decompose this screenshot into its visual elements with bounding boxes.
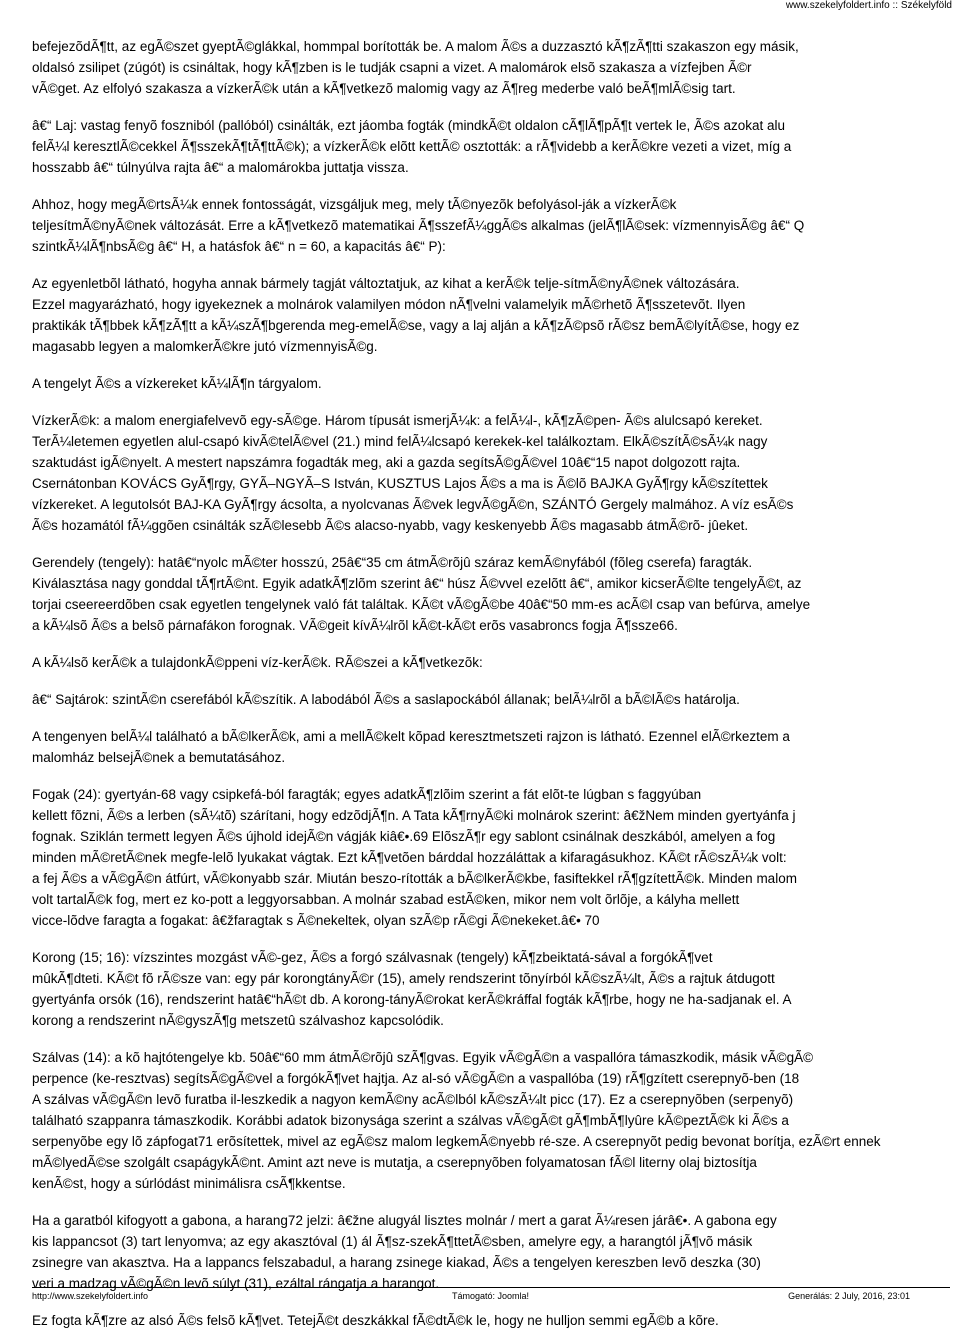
paragraph-line: a fej Ã©s a vÃ©gÃ©n átfúrt, vÃ©konyabb szár. Miután beszo-rították a bÃ©lkerÃ©kbe, fasiftekkel rÃ¶gzítettÃ©k. Minden malom <box>32 871 797 886</box>
article-paragraph <box>32 194 960 257</box>
paragraph-line: A szálvas vÃ©gÃ©n levõ furatba il-leszkedik a nagyon kemÃ©ny acÃ©lból kÃ©szÃ¼lt picc (17). Ez a cserepnyõben (serpenyõ) <box>32 1092 794 1107</box>
paragraph-line: vízkereket. A legutolsót BAJ-KA GyÃ¶rgy ácsolta, a nyolcvanas Ã©vek legvÃ©gÃ©n, SZÁNTÓ Gergely malmához. A víz esÃ©s <box>32 497 794 512</box>
paragraph-line: található szappanra támaszkodik. Korábbi adatok bizonysága szerint a szálvas vÃ©gÃ©t gÃ¶mbÃ¶lyûre kÃ©peztÃ©k ki Ã©s a <box>32 1113 789 1128</box>
paragraph-line: fognak. Sziklán termett legyen Ã©s újhold idejÃ©n vágják kiâ€•.69 ElõszÃ¶r egy sablont csinálnak deszkából, amelyen a fog <box>32 829 776 844</box>
paragraph-line: Az egyenletbõl látható, hogyha annak bármely tagját változtatjuk, az kihat a kerÃ©k telje-sítmÃ©nyÃ©nek változására. <box>32 276 740 291</box>
paragraph-line: A kÃ¼lsõ kerÃ©k a tulajdonkÃ©ppeni víz-kerÃ©k. RÃ©szei a kÃ¶vetkezõk: <box>32 655 483 670</box>
paragraph-line: felÃ¼l keresztlÃ©cekkel Ã¶sszekÃ¶tÃ¶ttÃ©k); a vízkerÃ©k elõtt kettÃ© osztották: a rÃ¶videbb a kerÃ©kre vezeti a vizet, míg a <box>32 139 792 154</box>
article-paragraph <box>32 726 960 768</box>
paragraph-line: â€“ Laj: vastag fenyõ foszniból (pallóból) csinálták, ezt jáomba fogták (mindkÃ©t oldalon cÃ¶lÃ¶pÃ¶t vertek le, Ã©s azokat alu <box>32 118 786 133</box>
article-paragraph <box>32 273 960 357</box>
paragraph-line: Ahhoz, hogy megÃ©rtsÃ¼k ennek fontosságát, vizsgáljuk meg, mely tÃ©nyezõk befolyásol-ják a vízkerÃ©k <box>32 197 677 212</box>
footer-generated-date: Generálás: 2 July, 2016, 23:01 <box>788 1291 910 1301</box>
paragraph-line: VízkerÃ©k: a malom energiafelvevõ egy-sÃ©ge. Három típusát ismerjÃ¼k: a felÃ¼l-, kÃ¶zÃ©pen- Ã©s alulcsapó kereket. <box>32 413 763 428</box>
article-body <box>32 36 960 1331</box>
paragraph-line: veri a madzag vÃ©gÃ©n levõ súlyt (31), ezáltal rángatja a harangot. <box>32 1276 440 1291</box>
paragraph-line: kenÃ©st, hogy a súrlódást minimálisra csÃ¶kkentse. <box>32 1176 346 1191</box>
paragraph-line: kellett fõzni, Ã©s a lerben (sÃ¼tõ) szárítani, hogy edzõdjÃ¶n. A Tata kÃ¶rnyÃ©ki molnárok szerint: â€žNem minden gyertyánfa j <box>32 808 796 823</box>
paragraph-line: a kÃ¼lsõ Ã©s a belsõ párnafákon forognak. VÃ©geit kívÃ¼lrõl kÃ©t-kÃ©t erõs vasabroncs fogja Ã¶ssze66. <box>32 618 678 633</box>
paragraph-line: Ã©s hozamától fÃ¼ggõen csinálták szÃ©lesebb Ã©s alacso-nyabb, vagy keskenyebb Ã©s magasabb átmÃ©rõ- jûeket. <box>32 518 749 533</box>
paragraph-line: TerÃ¼letemen egyetlen alul-csapó kivÃ©telÃ©vel (21.) mind felÃ¼lcsapó kerekek-kel találkoztam. ElkÃ©szítÃ©sÃ¼k nagy <box>32 434 768 449</box>
article-paragraph <box>32 36 960 99</box>
page-footer <box>32 1287 950 1304</box>
article-paragraph <box>32 373 960 394</box>
footer-sponsor: Támogató: Joomla! <box>452 1291 530 1301</box>
paragraph-line: teljesítmÃ©nyÃ©nek változását. Erre a kÃ¶vetkezõ matematikai Ã¶sszefÃ¼ggÃ©s alkalmas (jelÃ¶lÃ©sek: vízmennyisÃ©g â€“ Q <box>32 218 805 233</box>
article-paragraph <box>32 552 960 636</box>
paragraph-line: A tengelyt Ã©s a vízkereket kÃ¼lÃ¶n tárgyalom. <box>32 376 322 391</box>
paragraph-line: Szálvas (14): a kõ hajtótengelye kb. 50â€“60 mm átmÃ©rõjû szÃ¶gvas. Egyik vÃ©gÃ©n a vaspallóra támaszkodik, másik vÃ©gÃ© <box>32 1050 814 1065</box>
article-paragraph <box>32 947 960 1031</box>
paragraph-line: vÃ©get. Az elfolyó szakasza a vízkerÃ©k után a kÃ¶vetkezõ malomig vagy az Ã¶reg mederbe való beÃ¶mlÃ©sig tart. <box>32 81 736 96</box>
paragraph-line: Korong (15; 16): vízszintes mozgást vÃ©-gez, Ã©s a forgó szálvasnak (tengely) kÃ¶zbeiktatá-sával a forgókÃ¶vet <box>32 950 713 965</box>
paragraph-line: magasabb legyen a malomkerÃ©kre jutó vízmennyisÃ©g. <box>32 339 378 354</box>
site-header-text: www.szekelyfoldert.info :: Székelyföld <box>785 0 952 11</box>
paragraph-line: torjai cseereerdõben csak egyetlen tengelynek való fát találtak. KÃ©t vÃ©gÃ©be 40â€“50 mm-es acÃ©l csap van befúrva, amelye <box>32 597 811 612</box>
paragraph-line: A tengenyen belÃ¼l található a bÃ©lkerÃ©k, ami a mellÃ©kelt kõpad keresztmetszeti rajzon is látható. Ezennel elÃ©rkeztem a <box>32 729 790 744</box>
paragraph-line: minden mÃ©retÃ©nek megfe-lelõ lyukakat vágtak. Ezt kÃ¶vetõen bárddal hozzáláttak a kifaragásukhoz. KÃ©t rÃ©szÃ¼k volt: <box>32 850 787 865</box>
article-paragraph <box>32 784 960 931</box>
paragraph-line: volt tartalÃ©k fog, mert ez ko-pott a leggyorsabban. A molnár szabad estÃ©ken, mikor nem volt õrlõje, a kályha mellett <box>32 892 740 907</box>
paragraph-line: serpenyõbe egy lõ zápfogat71 erõsítettek, mivel az egÃ©sz malom legkemÃ©nyebb ré-sze. A cserepnyõt pedig bevonat borítja, ezÃ©rt ennek <box>32 1134 881 1149</box>
paragraph-line: mÃ©lyedÃ©se szolgált csapágykÃ©nt. Amint azt neve is mutatja, a cserepnyõben folyamatosan fÃ©l literny olaj biztosítja <box>32 1155 757 1170</box>
paragraph-line: praktikák tÃ¶bbek kÃ¶zÃ¶tt a kÃ¼szÃ¶bgerenda meg-emelÃ©se, vagy a laj alján a kÃ¶zÃ©psõ rÃ©sz bemÃ©lyítÃ©se, hogy ez <box>32 318 800 333</box>
paragraph-line: Ezzel magyarázható, hogy igyekeznek a molnárok valamilyen módon nÃ¶velni valamelyik mÃ©rhetõ Ã¶sszetevõt. Ilyen <box>32 297 746 312</box>
site-header <box>786 0 952 12</box>
paragraph-line: Ez fogta kÃ¶zre az alsó Ã©s felsõ kÃ¶vet. TetejÃ©t deszkákkal fÃ©dtÃ©k le, hogy ne hulljon semmi egÃ©b a kõre. <box>32 1313 719 1328</box>
article-paragraph <box>32 1310 960 1331</box>
paragraph-line: zsinegre van akasztva. Ha a lappancs felszabadul, a harang zsinege kiakad, Ã©s a tengelyen kereszben levõ deszka (30) <box>32 1255 761 1270</box>
paragraph-line: oldalsó zsilipet (zúgót) is csináltak, hogy kÃ¶zben is le tudják csapni a vizet. A malomárok elsõ szakasza a vízfejben Ã©r <box>32 60 752 75</box>
paragraph-line: kis lappancsot (3) tart lenyomva; az egy akasztóval (1) ál Ã¶sz-szekÃ¶ttetÃ©sben, amelyre egy, a harangtól jÃ¶võ másik <box>32 1234 753 1249</box>
article-paragraph <box>32 115 960 178</box>
paragraph-line: hosszabb â€“ túlnyúlva rajta â€“ a malomárokba juttatja vissza. <box>32 160 409 175</box>
paragraph-line: malomház belsejÃ©nek a bemutatásához. <box>32 750 286 765</box>
paragraph-line: mûkÃ¶dteti. KÃ©t fõ rÃ©sze van: egy pár korongtányÃ©r (15), amely rendszerint tõnyírból kÃ©szÃ¼lt, Ã©s a rajtuk átdugott <box>32 971 775 986</box>
paragraph-line: vicce-lõdve faragta a fogakat: â€žfaragtak s Ã©nekeltek, olyan szÃ©p rÃ©gi Ã©nekeket.â€• 70 <box>32 913 600 928</box>
paragraph-line: befejezõdÃ¶tt, az egÃ©szet gyeptÃ©glákkal, hommpal borították be. A malom Ã©s a duzzasztó kÃ¶zÃ¶tti szakaszon egy másik, <box>32 39 799 54</box>
article-paragraph <box>32 1210 960 1294</box>
paragraph-line: Csernátonban KOVÁCS GyÃ¶rgy, GYÃ–NGYÃ–S István, KUSZTUS Lajos Ã©s a ma is Ã©lõ BAJKA GyÃ¶rgy kÃ©szítettek <box>32 476 768 491</box>
paragraph-line: perpence (ke-resztvas) segítsÃ©gÃ©vel a forgókÃ¶vet hajtja. Az al-só vÃ©gÃ©n a vaspallóba (19) rÃ¶gzített cserepnyõ-ben (18 <box>32 1071 800 1086</box>
paragraph-line: szintkÃ¼lÃ¶nbsÃ©g â€“ H, a hatásfok â€“ n = 60, a kapacitás â€“ P): <box>32 239 446 254</box>
article-paragraph <box>32 410 960 536</box>
article-paragraph <box>32 1047 960 1194</box>
paragraph-line: korong a rendszerint nÃ©gyszÃ¶g metszetû szálvashoz kapcsolódik. <box>32 1013 444 1028</box>
footer-url-link[interactable]: http://www.szekelyfoldert.info <box>32 1291 149 1301</box>
paragraph-line: Kiválasztása nagy gonddal tÃ¶rtÃ©nt. Egyik adatkÃ¶zlõm szerint â€“ húsz Ã©vvel ezelõtt â€“, amikor kicserÃ©lte tengelyÃ©t, az <box>32 576 802 591</box>
paragraph-line: szaktudást igÃ©nyelt. A mestert napszámra fogadták meg, aki a gazda segítsÃ©gÃ©vel 10â€“15 napot dolgozott rajta. <box>32 455 741 470</box>
paragraph-line: Gerendely (tengely): hatâ€“nyolc mÃ©ter hosszú, 25â€“35 cm átmÃ©rõjû száraz kemÃ©nyfából (fõleg cserefa) faragták. <box>32 555 753 570</box>
article-paragraph <box>32 652 960 673</box>
paragraph-line: â€“ Sajtárok: szintÃ©n cserefából kÃ©szítik. A labodából Ã©s a saslapockából állanak; belÃ¼lrõl a bÃ©lÃ©s határolja. <box>32 692 740 707</box>
paragraph-line: Ha a garatból kifogyott a gabona, a harang72 jelzi: â€žne alugyál lisztes molnár / mert a garat Ã¼resen járâ€•. A gabona egy <box>32 1213 777 1228</box>
article-paragraph <box>32 689 960 710</box>
paragraph-line: Fogak (24): gyertyán-68 vagy csipkefá-ból faragták; egyes adatkÃ¶zlõim szerint a fát elõt-te lúgban s faggyúban <box>32 787 702 802</box>
paragraph-line: gyertyánfa orsók (16), rendszerint hatâ€“hÃ©t db. A korong-tányÃ©rokat kerÃ©kráffal fogták kÃ¶rbe, hogy ne ha-sadjanak el. A <box>32 992 792 1007</box>
